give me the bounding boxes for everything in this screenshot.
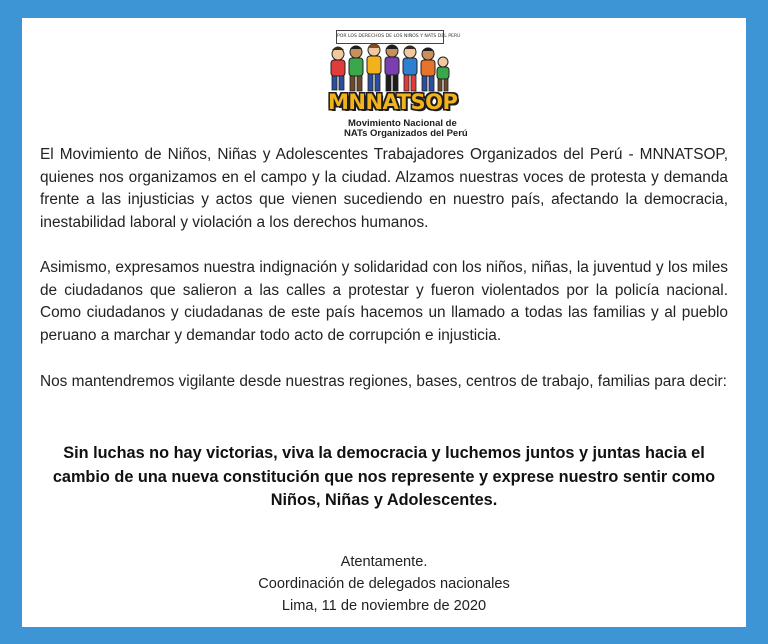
signature-signer: Coordinación de delegados nacionales — [258, 576, 510, 592]
paragraph-intro: El Movimiento de Niños, Niñas y Adolescentes Trabajadores Organizados del Perú - MNNATSOP, quienes nos organizamos en el campo y la ciudad. Alzamos nuestras voces de protesta y demanda frente a las injusticias y actos que vienen sucediendo en nuestro país, afectando la democracia, inestabilidad laboral y violación a los derechos humanos. — [40, 146, 728, 231]
logo-banner: POR LOS DERECHOS DE LOS NIÑOS Y NATS DEL PERÚ — [336, 30, 444, 44]
mnnatsop-logo — [322, 30, 468, 140]
logo-wordmark: MNNATSOP — [328, 90, 458, 114]
logo-subtitle-line1: Movimiento Nacional de — [348, 118, 457, 129]
logo-subtitle-line2: NATs Organizados del Perú — [344, 128, 468, 139]
signature-closing: Atentamente. — [340, 554, 428, 570]
paragraph-vigilance: Nos mantendremos vigilante desde nuestras regiones, bases, centros de trabajo, familias para decir: — [40, 373, 727, 390]
statement-card — [22, 18, 746, 627]
signature-place-date: Lima, 11 de noviembre de 2020 — [281, 598, 487, 614]
paragraph-solidarity: Asimismo, expresamos nuestra indignación y solidaridad con los niños, niñas, la juventud y los miles de ciudadanos que salieron a las calles a protestar y fueron violentados por la policía nacional. Como ciudadanos y ciudadanas de este país hacemos un llamado a todas las familias y al pueblo peruano a marchar y demandar todo acto de corrupción e injusticia. — [40, 259, 728, 344]
emphasis-slogan: Sin luchas no hay victorias, viva la democracia y luchemos juntos y juntas hacia el cambio de una nueva constitución que nos represente y exprese nuestro sentir como Niños, Niñas y Adolescentes. — [52, 444, 716, 509]
children-group-illustration — [326, 40, 450, 94]
